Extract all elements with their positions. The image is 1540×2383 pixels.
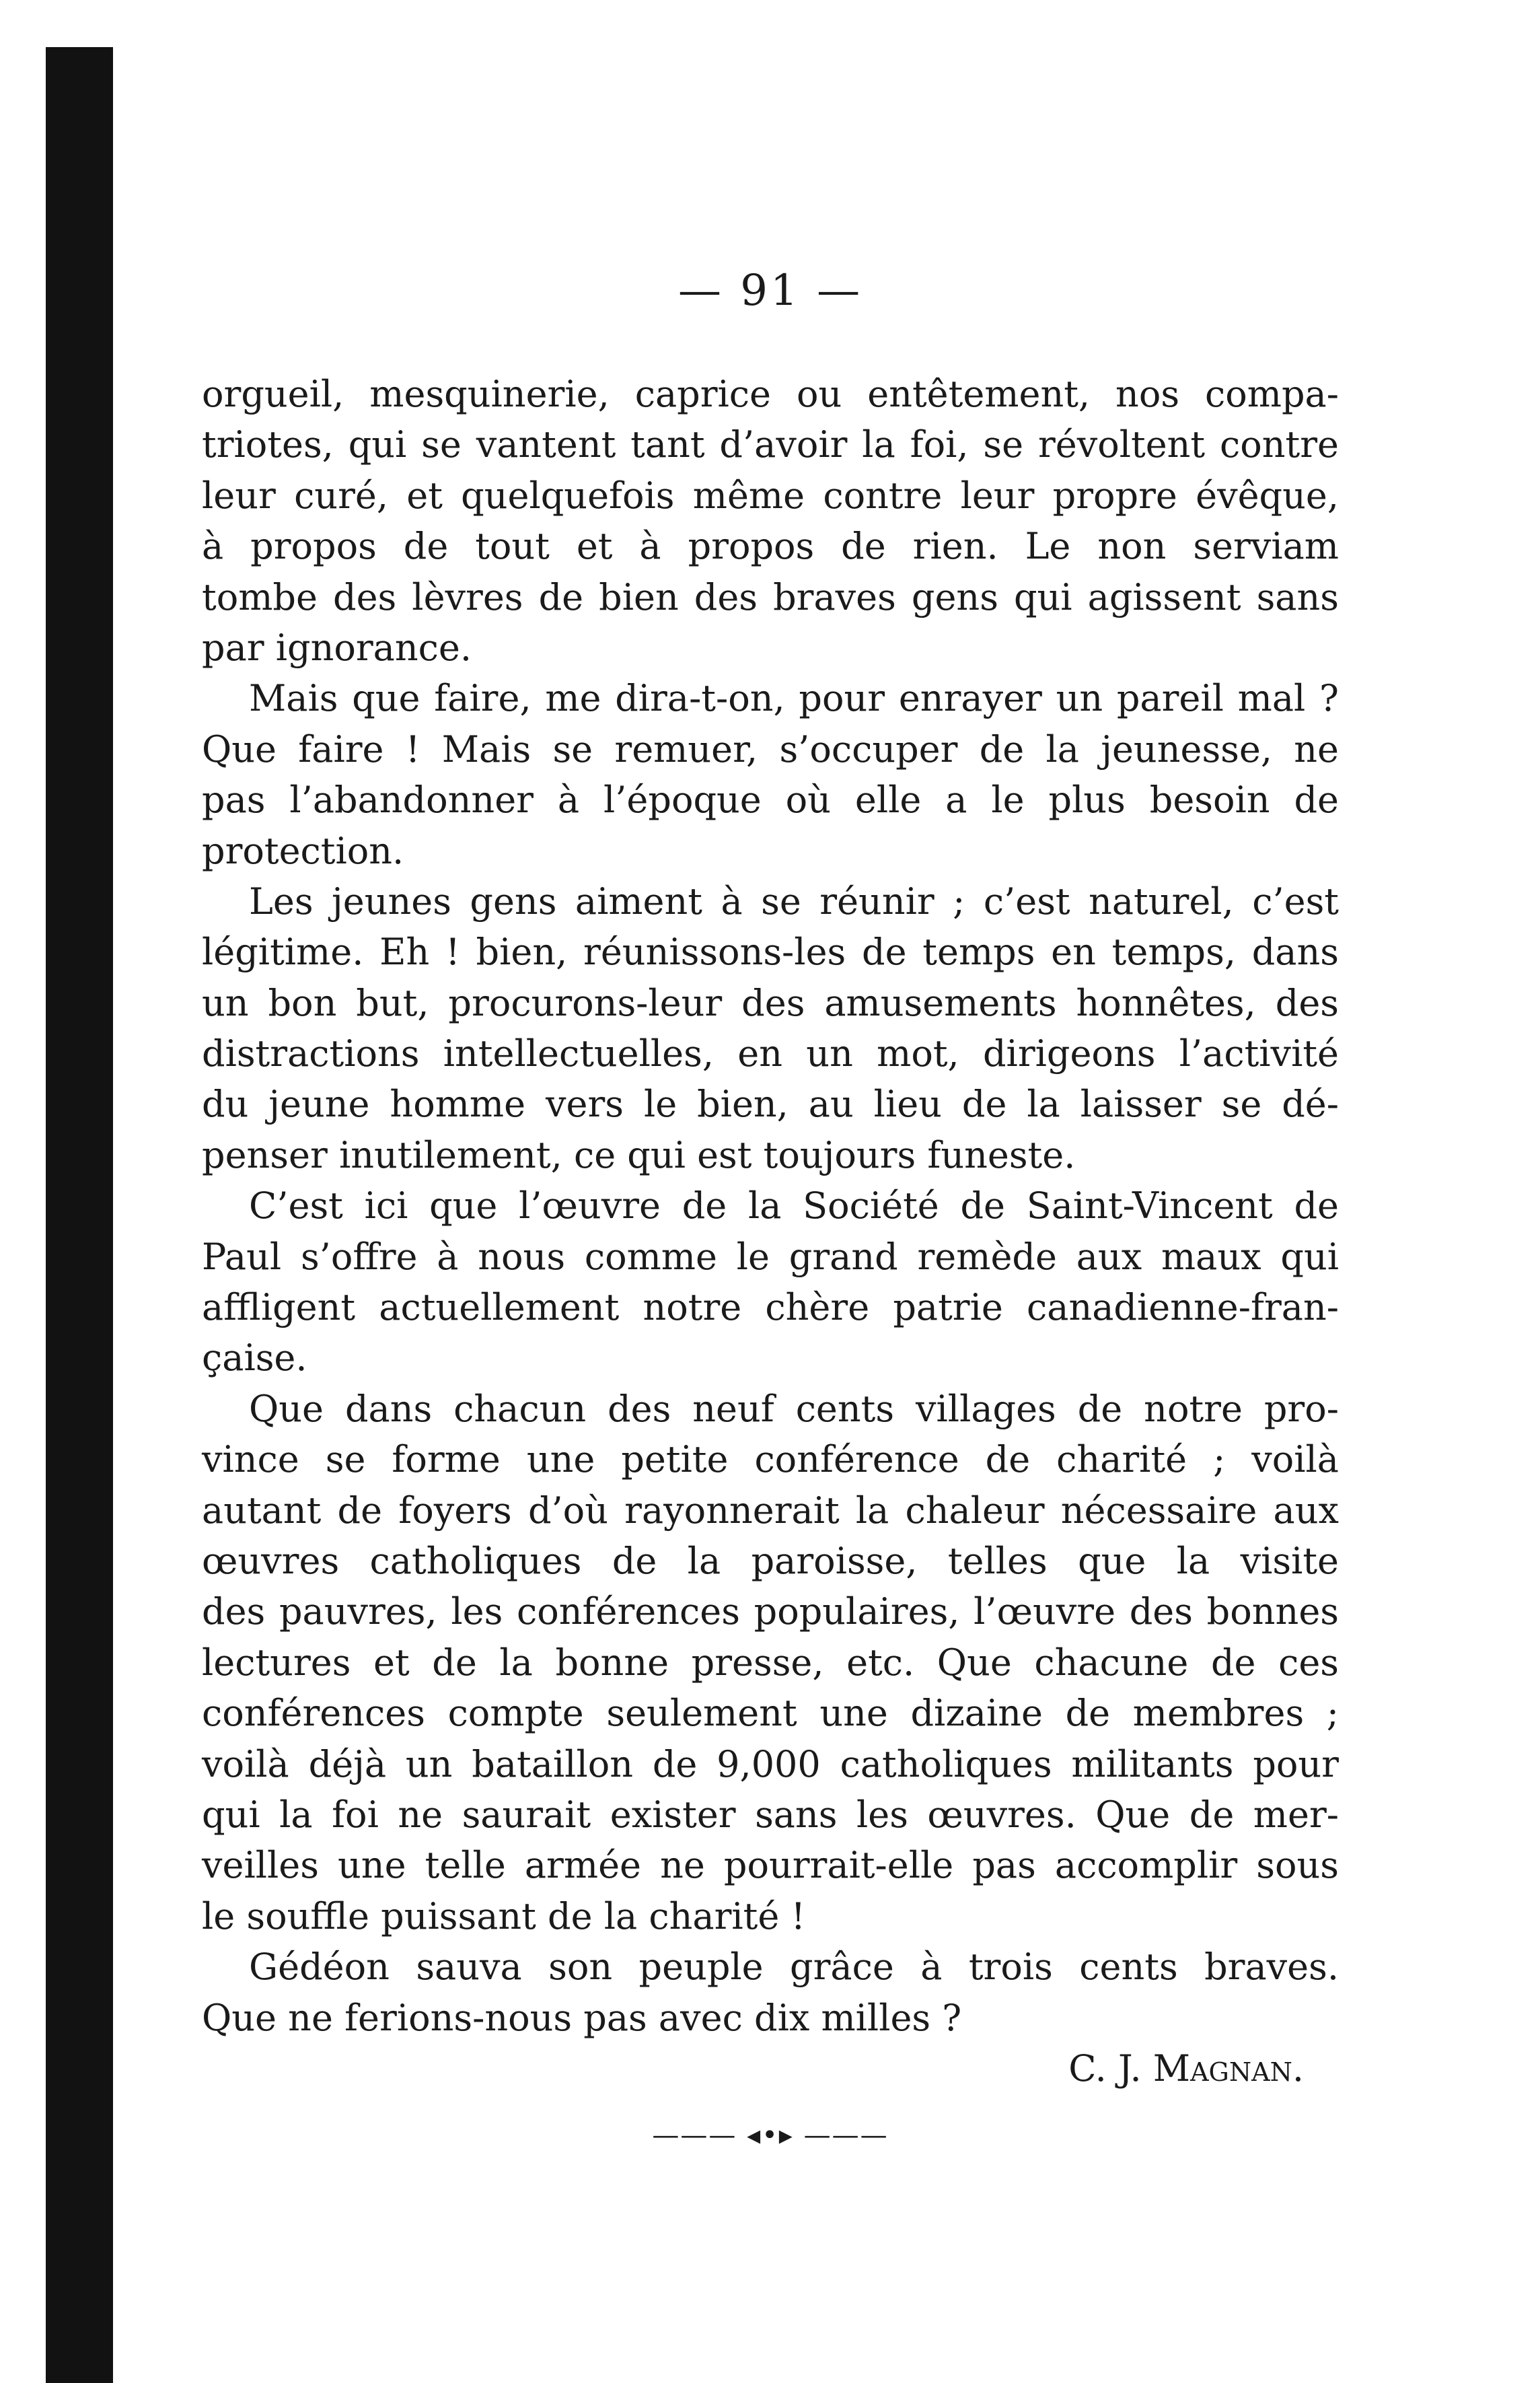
paragraph-6 xyxy=(202,1942,1339,2043)
text-line: Les jeunes gens aiment à se réunir ; c’est naturel, c’est xyxy=(249,880,1339,923)
text-line: œuvres catholiques de la paroisse, telles que la visite xyxy=(202,1539,1339,1582)
text-line: Que faire ! Mais se remuer, s’occuper de la jeunesse, ne xyxy=(202,727,1339,771)
book-spine-shadow xyxy=(46,47,113,2383)
paragraph-5 xyxy=(202,1384,1339,1942)
text-line: Que ne ferions-nous pas avec dix milles ? xyxy=(202,1996,962,2039)
text-line: çaise. xyxy=(202,1337,307,1380)
text-line: affligent actuellement notre chère patrie canadienne-fran- xyxy=(202,1286,1339,1329)
text-line: vince se forme une petite conférence de charité ; voilà xyxy=(202,1438,1339,1481)
paragraph-2 xyxy=(202,673,1339,876)
text-line: un bon but, procurons-leur des amusements honnêtes, des xyxy=(202,981,1339,1024)
text-line: conférences compte seulement une dizaine de membres ; xyxy=(202,1692,1339,1735)
text-line: triotes, qui se vantent tant d’avoir la foi, se révoltent contre xyxy=(202,423,1339,466)
paragraph-1 xyxy=(202,369,1339,673)
text-line: le souffle puissant de la charité ! xyxy=(202,1894,806,1937)
body-text xyxy=(202,369,1339,2094)
text-line: autant de foyers d’où rayonnerait la chaleur nécessaire aux xyxy=(202,1489,1339,1532)
text-line: orgueil, mesquinerie, caprice ou entêtement, nos compa- xyxy=(202,373,1339,415)
paragraph-4 xyxy=(202,1180,1339,1384)
text-line: protection. xyxy=(202,829,404,872)
text-line: Gédéon sauva son peuple grâce à trois cents braves. xyxy=(249,1946,1339,1989)
text-line: pas l’abandonner à l’époque où elle a le plus besoin de xyxy=(202,779,1339,822)
page-number: — 91 — xyxy=(677,266,863,316)
text-line: distractions intellectuelles, en un mot, dirigeons l’activité xyxy=(202,1032,1339,1075)
text-line: voilà déjà un bataillon de 9,000 catholiques militants pour xyxy=(202,1742,1339,1785)
text-line: par ignorance. xyxy=(202,626,472,669)
text-line: Que dans chacun des neuf cents villages de notre pro- xyxy=(249,1387,1339,1430)
book-page xyxy=(202,0,1339,2383)
end-ornament: ——— ◂•▸ ——— xyxy=(652,2120,889,2151)
paragraph-3 xyxy=(202,876,1339,1180)
text-line: leur curé, et quelquefois même contre leur propre évêque, xyxy=(202,474,1339,517)
text-line: qui la foi ne saurait exister sans les œuvres. Que de mer- xyxy=(202,1793,1339,1836)
author-signature: C. J. Magnan. xyxy=(1068,2047,1304,2090)
text-line: Mais que faire, me dira-t-on, pour enrayer un pareil mal ? xyxy=(249,677,1339,720)
text-line: du jeune homme vers le bien, au lieu de la laisser se dé- xyxy=(202,1083,1339,1126)
text-line: légitime. Eh ! bien, réunissons-les de temps en temps, dans xyxy=(202,931,1339,974)
text-line: C’est ici que l’œuvre de la Société de Saint-Vincent de xyxy=(249,1184,1339,1228)
text-line: des pauvres, les conférences populaires, l’œuvre des bonnes xyxy=(202,1590,1339,1633)
text-line: lectures et de la bonne presse, etc. Que chacune de ces xyxy=(202,1641,1339,1684)
text-line: penser inutilement, ce qui est toujours funeste. xyxy=(202,1133,1076,1176)
text-line: tombe des lèvres de bien des braves gens qui agissent sans xyxy=(202,575,1339,618)
text-line: veilles une telle armée ne pourrait-elle pas accomplir sous xyxy=(202,1844,1339,1887)
text-line: Paul s’offre à nous comme le grand remède aux maux qui xyxy=(202,1235,1339,1278)
text-line: à propos de tout et à propos de rien. Le non serviam xyxy=(202,525,1339,568)
